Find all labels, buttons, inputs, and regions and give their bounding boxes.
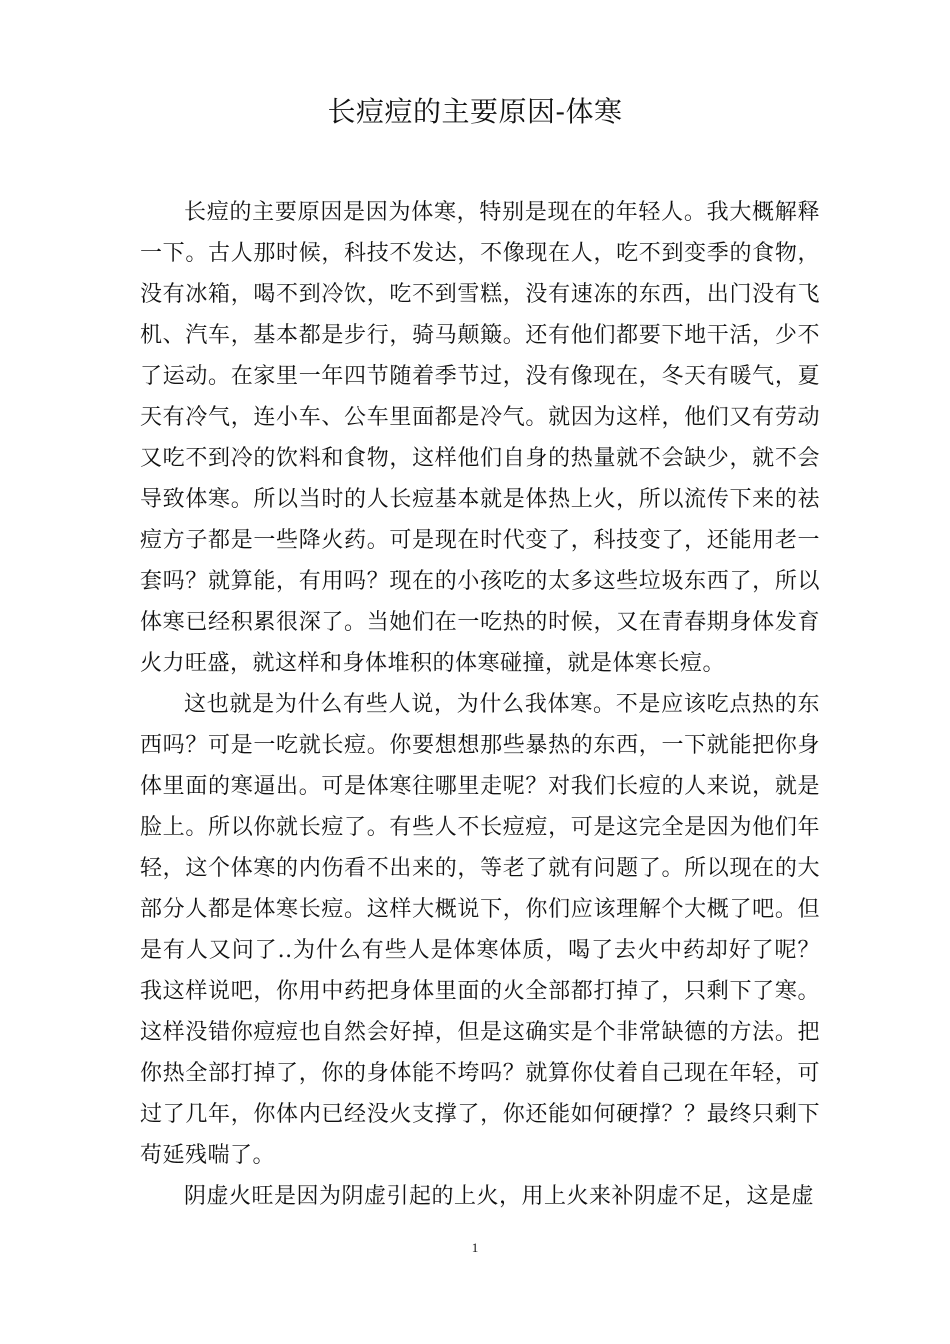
page-number: 1: [471, 1240, 479, 1255]
document-body: [140, 192, 820, 1217]
document-title: 长痘痘的主要原因-体寒: [327, 95, 623, 128]
paragraph-1: 长痘的主要原因是因为体寒，特别是现在的年轻人。我大概解释一下。古人那时候，科技不发达，不像现在人，吃不到变季的食物，没有冰箱，喝不到冷饮，吃不到雪糕，没有速冻的东西，出门没有飞机、汽车，基本都是步行，骑马颠簸。还有他们都要下地干活，少不了运动。在家里一年四节随着季节过，没有像现在，冬天有暖气，夏天有冷气，连小车、公车里面都是冷气。就因为这样，他们又有劳动又吃不到冷的饮料和食物，这样他们自身的热量就不会缺少，就不会导致体寒。所以当时的人长痘基本就是体热上火，所以流传下来的祛痘方子都是一些降火药。可是现在时代变了，科技变了，还能用老一套吗？就算能，有用吗？现在的小孩吃的太多这些垃圾东西了，所以体寒已经积累很深了。当她们在一吃热的时候，又在青春期身体发育火力旺盛，就这样和身体堆积的体寒碰撞，就是体寒长痘。: [140, 200, 820, 676]
paragraph-2: 这也就是为什么有些人说，为什么我体寒。不是应该吃点热的东西吗？可是一吃就长痘。你要想想那些暴热的东西，一下就能把你身体里面的寒逼出。可是体寒往哪里走呢？对我们长痘的人来说，就是脸上。所以你就长痘了。有些人不长痘痘，可是这完全是因为他们年轻，这个体寒的内伤看不出来的，等老了就有问题了。所以现在的大部分人都是体寒长痘。这样大概说下，你们应该理解个大概了吧。但是有人又问了..为什么有些人是体寒体质，喝了去火中药却好了呢？我这样说吧，你用中药把身体里面的火全部都打掉了，只剩下了寒。这样没错你痘痘也自然会好掉，但是这确实是个非常缺德的方法。把你热全部打掉了，你的身体能不垮吗？就算你仗着自己现在年轻，可过了几年，你体内已经没火支撑了，你还能如何硬撑？？最终只剩下苟延残喘了。: [140, 692, 820, 1168]
paragraph-3: 阴虚火旺是因为阴虚引起的上火，用上火来补阴虚不足，这是虚: [184, 1184, 815, 1209]
